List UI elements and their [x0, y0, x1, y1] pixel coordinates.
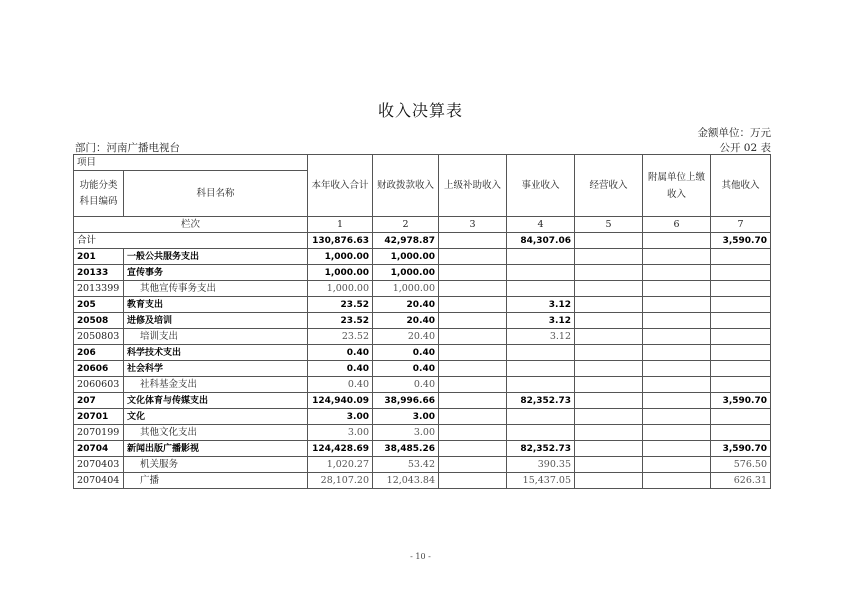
table-row	[74, 393, 771, 409]
row-code: 20133	[74, 265, 124, 281]
col2-header: 财政拨款收入	[373, 155, 439, 217]
col4-header: 事业收入	[507, 155, 575, 217]
row-col5	[575, 377, 643, 393]
row-col6	[643, 297, 711, 313]
row-col3	[439, 393, 507, 409]
row-col6	[643, 361, 711, 377]
row-code: 206	[74, 345, 124, 361]
row-col2: 38,996.66	[373, 393, 439, 409]
row-code: 2070404	[74, 473, 124, 489]
row-col1: 3.00	[308, 409, 373, 425]
row-code: 20704	[74, 441, 124, 457]
row-col7	[711, 249, 771, 265]
func-code-header: 功能分类科目编码	[74, 171, 124, 217]
row-col1: 3.00	[308, 425, 373, 441]
row-col2: 0.40	[373, 377, 439, 393]
row-col2: 20.40	[373, 329, 439, 345]
row-subject-name: 一般公共服务支出	[124, 249, 308, 265]
table-number: 公开 02 表	[719, 142, 771, 154]
row-subject-name: 科学技术支出	[124, 345, 308, 361]
total-label: 合计	[74, 233, 308, 249]
row-col6	[643, 425, 711, 441]
row-col6	[643, 329, 711, 345]
row-col3	[439, 329, 507, 345]
row-col7	[711, 329, 771, 345]
row-subject-name: 宣传事务	[124, 265, 308, 281]
column-index-label: 栏次	[74, 217, 308, 233]
row-col4	[507, 409, 575, 425]
row-col4: 3.12	[507, 297, 575, 313]
row-col1: 1,000.00	[308, 249, 373, 265]
row-code: 2060603	[74, 377, 124, 393]
row-subject-name: 文化体育与传媒支出	[124, 393, 308, 409]
row-col6	[643, 409, 711, 425]
row-subject-name: 其他文化支出	[124, 425, 308, 441]
col3-header: 上级补助收入	[439, 155, 507, 217]
row-col7: 576.50	[711, 457, 771, 473]
row-col6	[643, 313, 711, 329]
row-subject-name: 社会科学	[124, 361, 308, 377]
table-row	[74, 249, 771, 265]
row-col5	[575, 361, 643, 377]
column-index-6: 6	[643, 217, 711, 233]
col1-header: 本年收入合计	[308, 155, 373, 217]
row-code: 205	[74, 297, 124, 313]
column-index-3: 3	[439, 217, 507, 233]
table-row	[74, 281, 771, 297]
row-col3	[439, 409, 507, 425]
row-col3	[439, 297, 507, 313]
row-col5	[575, 457, 643, 473]
row-col3	[439, 249, 507, 265]
row-col3	[439, 377, 507, 393]
col7-header: 其他收入	[711, 155, 771, 217]
row-col3	[439, 281, 507, 297]
total-col3	[439, 233, 507, 249]
row-col2: 1,000.00	[373, 249, 439, 265]
row-code: 2070199	[74, 425, 124, 441]
row-col4	[507, 361, 575, 377]
row-col3	[439, 361, 507, 377]
row-col4	[507, 345, 575, 361]
row-col2: 0.40	[373, 345, 439, 361]
row-col2: 53.42	[373, 457, 439, 473]
row-col7	[711, 409, 771, 425]
row-subject-name: 广播	[124, 473, 308, 489]
row-col1: 23.52	[308, 313, 373, 329]
row-col4	[507, 425, 575, 441]
table-row	[74, 457, 771, 473]
row-col7	[711, 425, 771, 441]
row-subject-name: 其他宣传事务支出	[124, 281, 308, 297]
row-col5	[575, 313, 643, 329]
row-col3	[439, 473, 507, 489]
col6-header: 附属单位上缴收入	[643, 155, 711, 217]
total-col5	[575, 233, 643, 249]
row-code: 2050803	[74, 329, 124, 345]
row-col1: 124,940.09	[308, 393, 373, 409]
row-col7	[711, 281, 771, 297]
row-col7: 3,590.70	[711, 441, 771, 457]
row-col6	[643, 249, 711, 265]
total-col4: 84,307.06	[507, 233, 575, 249]
row-col6	[643, 377, 711, 393]
row-col5	[575, 329, 643, 345]
row-col3	[439, 345, 507, 361]
table-row	[74, 329, 771, 345]
row-col4	[507, 377, 575, 393]
row-col7	[711, 377, 771, 393]
row-col1: 0.40	[308, 361, 373, 377]
row-col7	[711, 265, 771, 281]
row-col7	[711, 361, 771, 377]
row-col6	[643, 473, 711, 489]
row-code: 20508	[74, 313, 124, 329]
table-row	[74, 425, 771, 441]
row-col4: 3.12	[507, 313, 575, 329]
row-col3	[439, 313, 507, 329]
row-col5	[575, 409, 643, 425]
row-col1: 23.52	[308, 329, 373, 345]
row-code: 2013399	[74, 281, 124, 297]
table-row	[74, 473, 771, 489]
row-col1: 23.52	[308, 297, 373, 313]
row-col4: 82,352.73	[507, 441, 575, 457]
row-subject-name: 培训支出	[124, 329, 308, 345]
row-col5	[575, 297, 643, 313]
row-col3	[439, 425, 507, 441]
row-col5	[575, 473, 643, 489]
row-code: 207	[74, 393, 124, 409]
row-col4	[507, 281, 575, 297]
amount-unit: 金额单位：万元	[697, 127, 771, 139]
row-col5	[575, 441, 643, 457]
row-code: 201	[74, 249, 124, 265]
income-table	[73, 154, 771, 489]
col5-header: 经营收入	[575, 155, 643, 217]
row-col4: 82,352.73	[507, 393, 575, 409]
table-row	[74, 441, 771, 457]
row-subject-name: 教育支出	[124, 297, 308, 313]
row-col5	[575, 265, 643, 281]
row-col4: 390.35	[507, 457, 575, 473]
table-row	[74, 297, 771, 313]
row-col2: 1,000.00	[373, 281, 439, 297]
row-col5	[575, 345, 643, 361]
row-col1: 0.40	[308, 345, 373, 361]
row-col3	[439, 265, 507, 281]
row-col4	[507, 249, 575, 265]
column-index-2: 2	[373, 217, 439, 233]
row-code: 2070403	[74, 457, 124, 473]
row-subject-name: 新闻出版广播影视	[124, 441, 308, 457]
row-col2: 20.40	[373, 297, 439, 313]
row-col7	[711, 313, 771, 329]
total-col1: 130,876.63	[308, 233, 373, 249]
row-col1: 28,107.20	[308, 473, 373, 489]
row-col1: 1,000.00	[308, 281, 373, 297]
row-col1: 124,428.69	[308, 441, 373, 457]
column-index-5: 5	[575, 217, 643, 233]
table-row	[74, 265, 771, 281]
row-col6	[643, 441, 711, 457]
row-col7	[711, 345, 771, 361]
row-col7: 3,590.70	[711, 393, 771, 409]
row-col2: 3.00	[373, 409, 439, 425]
total-row	[74, 233, 771, 249]
row-col4: 3.12	[507, 329, 575, 345]
department-label: 部门：河南广播电视台	[75, 142, 180, 154]
project-header: 项目	[74, 155, 308, 171]
row-col6	[643, 281, 711, 297]
total-col7: 3,590.70	[711, 233, 771, 249]
total-col2: 42,978.87	[373, 233, 439, 249]
row-col7: 626.31	[711, 473, 771, 489]
table-row	[74, 377, 771, 393]
row-col5	[575, 281, 643, 297]
row-subject-name: 机关服务	[124, 457, 308, 473]
page-title: 收入决算表	[377, 101, 463, 120]
row-col6	[643, 345, 711, 361]
table-row	[74, 361, 771, 377]
subject-name-header: 科目名称	[124, 171, 308, 217]
row-code: 20701	[74, 409, 124, 425]
row-col3	[439, 441, 507, 457]
row-code: 20606	[74, 361, 124, 377]
row-col6	[643, 457, 711, 473]
column-index-1: 1	[308, 217, 373, 233]
row-col2: 20.40	[373, 313, 439, 329]
row-col2: 0.40	[373, 361, 439, 377]
row-col5	[575, 393, 643, 409]
row-col1: 1,000.00	[308, 265, 373, 281]
row-col5	[575, 249, 643, 265]
row-col2: 1,000.00	[373, 265, 439, 281]
column-index-row	[74, 217, 771, 233]
table-row	[74, 313, 771, 329]
row-col5	[575, 425, 643, 441]
row-col2: 38,485.26	[373, 441, 439, 457]
total-col6	[643, 233, 711, 249]
row-col4	[507, 265, 575, 281]
row-subject-name: 文化	[124, 409, 308, 425]
row-col2: 3.00	[373, 425, 439, 441]
column-index-4: 4	[507, 217, 575, 233]
header-row-project	[74, 155, 771, 171]
table-row	[74, 345, 771, 361]
row-col1: 1,020.27	[308, 457, 373, 473]
row-subject-name: 进修及培训	[124, 313, 308, 329]
row-col6	[643, 265, 711, 281]
row-col2: 12,043.84	[373, 473, 439, 489]
column-index-7: 7	[711, 217, 771, 233]
row-subject-name: 社科基金支出	[124, 377, 308, 393]
table-row	[74, 409, 771, 425]
row-col4: 15,437.05	[507, 473, 575, 489]
row-col1: 0.40	[308, 377, 373, 393]
row-col3	[439, 457, 507, 473]
row-col6	[643, 393, 711, 409]
page-number: - 10 -	[410, 552, 431, 561]
row-col7	[711, 297, 771, 313]
